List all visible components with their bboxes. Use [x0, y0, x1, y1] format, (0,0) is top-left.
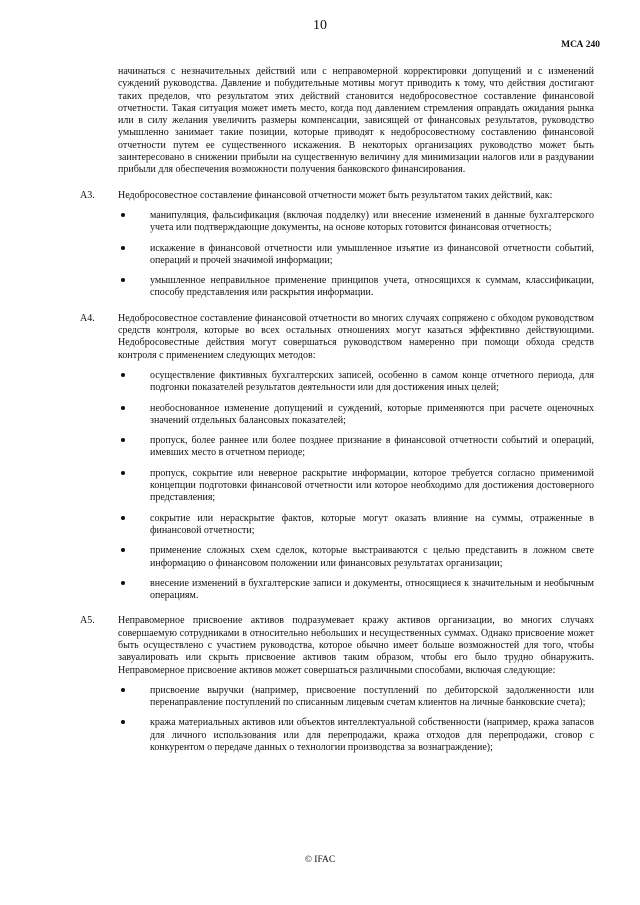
list-item: осуществление фиктивных бухгалтерских записей, особенно в самом конце отчетного периода, для подгонки показателей результатов деятельности или для достижения иных целей; — [118, 370, 594, 395]
list-item: сокрытие или нераскрытие фактов, которые могут оказать влияние на суммы, отраженные в финансовой отчетности; — [118, 513, 594, 538]
section-lead: Неправомерное присвоение активов подразумевает кражу активов организации, во многих случаях совершаемую сотрудниками в относительно небольших и несущественных суммах. Однако присвоение может быть осуществлено с участием руководства, которое обычно имеет больше возможностей для того, чтобы завуалировать или скрыть присвоение активов таким образом, чтобы его было трудно обнаружить. Неправомерное присвоение активов может совершаться различными способами, включая следующие: — [118, 615, 594, 676]
bullet-icon — [121, 548, 125, 552]
intro-paragraph: начинаться с незначительных действий или с неправомерной корректировки допущений и с изменений суждений руководства. Давление и побудительные мотивы могут приводить к тому, что действия достигают таких пределов, что результатом этих действий становится недобросовестное составление финансовой отчетности. Такая ситуация может иметь место, когда под давлением стремления оправдать ожидания рынка или в силу желания увеличить размеры компенсации, зависящей от финансовых результатов, руководство умышленно занимает такие позиции, которые приводят к недобросовестному составлению финансовой отчетности путем ее существенного искажения. В некоторых организациях руководство может быть заинтересовано в снижении прибыли на существенную величину для минимизации налогов или в раздувании прибыли для обеспечения возможности получения банковского финансирования. — [118, 66, 594, 176]
section-lead: Недобросовестное составление финансовой отчетности может быть результатом таких действий, как: — [118, 189, 553, 201]
list-item: присвоение выручки (например, присвоение поступлений по дебиторской задолженности или перенаправление поступлений по списанным лицевым счетам клиентов на личные банковские счета); — [118, 685, 594, 710]
bullet-icon — [121, 438, 125, 442]
list-item: искажение в финансовой отчетности или умышленное изъятие из финансовой отчетности событий, операций и прочей значимой информации; — [118, 243, 594, 268]
bullet-icon — [121, 213, 125, 217]
list-item: умышленное неправильное применение принципов учета, относящихся к суммам, классификации, способу представления или раскрытия информации. — [118, 275, 594, 300]
section-a3 — [80, 189, 594, 300]
bullet-icon — [121, 373, 125, 377]
list-item: пропуск, сокрытие или неверное раскрытие информации, которое требуется согласно применимой концепции подготовки финансовой отчетности или которое необходимо для достижения достоверного представления; — [118, 468, 594, 505]
document-code: МСА 240 — [561, 40, 600, 50]
bullet-icon — [121, 581, 125, 585]
bullet-icon — [121, 688, 125, 692]
list-item: манипуляция, фальсификация (включая подделку) или внесение изменений в данные бухгалтерского учета или подтверждающие документы, на основе которых готовится финансовая отчетность; — [118, 210, 594, 235]
section-number: A5. — [80, 615, 95, 627]
bullet-list — [118, 370, 594, 602]
bullet-icon — [121, 516, 125, 520]
bullet-icon — [121, 720, 125, 724]
list-item: применение сложных схем сделок, которые выстраиваются с целью представить в ложном свете информацию о финансовом положении или финансовых результатах организации; — [118, 545, 594, 570]
section-number: A4. — [80, 312, 95, 324]
list-item: необоснованное изменение допущений и суждений, которые применяются при расчете оценочных значений отдельных балансовых показателей; — [118, 403, 594, 428]
bullet-icon — [121, 406, 125, 410]
list-item: внесение изменений в бухгалтерские записи и документы, относящиеся к значительным и необычным операциям. — [118, 578, 594, 603]
section-a5 — [80, 615, 594, 754]
list-item: кража материальных активов или объектов интеллектуальной собственности (например, кража запасов для личного использования или для перепродажи, кража отходов для перепродажи, сговор с конкурентом о передаче данных о технологии производства за вознаграждение); — [118, 717, 594, 754]
page-content — [80, 66, 594, 754]
section-a4 — [80, 312, 594, 603]
section-lead: Недобросовестное составление финансовой отчетности во многих случаях сопряжено с обходом руководством средств контроля, которые во всех остальных отношениях могут казаться эффективно действующими. Недобросовестные действия могут совершаться руководством намеренно при помощи обхода средств контроля с применением следующих методов: — [118, 312, 594, 361]
bullet-list — [118, 210, 594, 300]
section-number: A3. — [80, 189, 95, 201]
page-number: 10 — [313, 18, 327, 33]
bullet-list — [118, 685, 594, 754]
footer-copyright: © IFAC — [304, 855, 336, 865]
list-item: пропуск, более раннее или более позднее признание в финансовой отчетности событий и операций, имевших место в отчетном периоде; — [118, 435, 594, 460]
bullet-icon — [121, 246, 125, 250]
bullet-icon — [121, 278, 125, 282]
bullet-icon — [121, 471, 125, 475]
